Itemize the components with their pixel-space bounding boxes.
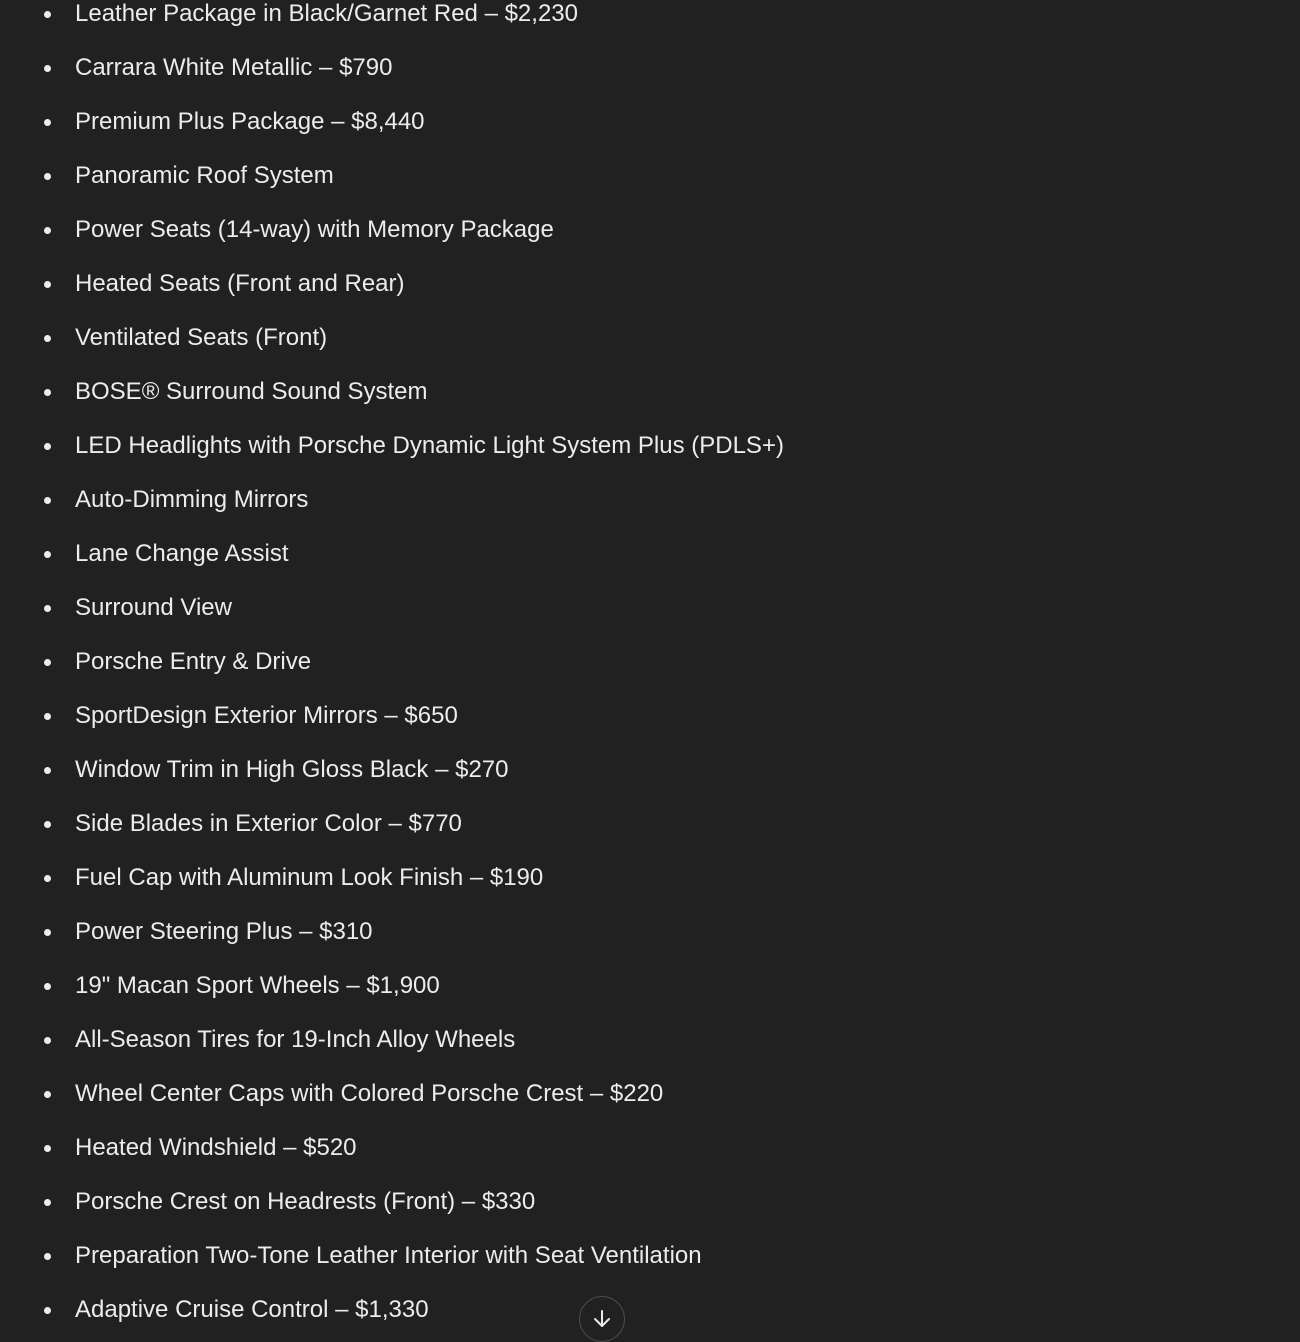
bullet xyxy=(44,821,51,828)
list-item xyxy=(0,473,1300,527)
list-item-text: Wheel Center Caps with Colored Porsche Crest – $220 xyxy=(75,1080,664,1107)
list-item-text: Surround View xyxy=(75,594,232,621)
list-item-text: Porsche Entry & Drive xyxy=(75,648,312,675)
list-item xyxy=(0,527,1300,581)
list-item-text: Ventilated Seats (Front) xyxy=(75,324,328,351)
list-item xyxy=(0,365,1300,419)
list-item xyxy=(0,1067,1300,1121)
bullet xyxy=(44,173,51,180)
scroll-to-bottom-button[interactable] xyxy=(579,1296,625,1342)
list-item-text: Carrara White Metallic – $790 xyxy=(75,54,393,81)
list-item xyxy=(0,0,1300,41)
bullet xyxy=(44,551,51,558)
list-item xyxy=(0,1283,1300,1337)
bullet xyxy=(44,119,51,126)
bullet xyxy=(44,389,51,396)
list-item xyxy=(0,1013,1300,1067)
list-item-text: Preparation Two-Tone Leather Interior with Seat Ventilation xyxy=(75,1242,702,1269)
list-item-text: BOSE® Surround Sound System xyxy=(75,378,428,405)
bullet xyxy=(44,335,51,342)
list-item xyxy=(0,41,1300,95)
list-item-text: Auto-Dimming Mirrors xyxy=(75,486,309,513)
list-item-text: Heated Seats (Front and Rear) xyxy=(75,270,405,297)
list-item xyxy=(0,311,1300,365)
list-item xyxy=(0,149,1300,203)
list-item xyxy=(0,419,1300,473)
bullet xyxy=(44,929,51,936)
list-item-text: Window Trim in High Gloss Black – $270 xyxy=(75,756,509,783)
list-item-text: Leather Package in Black/Garnet Red – $2,230 xyxy=(75,0,578,27)
bullet xyxy=(44,11,51,18)
list-item-text: 19" Macan Sport Wheels – $1,900 xyxy=(75,972,440,999)
bullet xyxy=(44,1145,51,1152)
bullet xyxy=(44,281,51,288)
bullet xyxy=(44,1253,51,1260)
list-item-text: All-Season Tires for 19-Inch Alloy Wheels xyxy=(75,1026,516,1053)
list-item-text: Side Blades in Exterior Color – $770 xyxy=(75,810,462,837)
list-item xyxy=(0,203,1300,257)
list-item xyxy=(0,743,1300,797)
list-item-text: Adaptive Cruise Control – $1,330 xyxy=(75,1296,429,1323)
bullet xyxy=(44,659,51,666)
list-item-text: SportDesign Exterior Mirrors – $650 xyxy=(75,702,458,729)
bullet xyxy=(44,1091,51,1098)
list-item xyxy=(0,95,1300,149)
list-item xyxy=(0,635,1300,689)
bullet xyxy=(44,1199,51,1206)
list-item xyxy=(0,257,1300,311)
list-item-text: LED Headlights with Porsche Dynamic Light System Plus (PDLS+) xyxy=(75,432,784,459)
bullet xyxy=(44,875,51,882)
list-item xyxy=(0,851,1300,905)
list-item-text: Premium Plus Package – $8,440 xyxy=(75,108,425,135)
list-item xyxy=(0,959,1300,1013)
bullet xyxy=(44,767,51,774)
list-item-text: Power Seats (14-way) with Memory Package xyxy=(75,216,554,243)
bullet xyxy=(44,227,51,234)
list-item-text: Porsche Crest on Headrests (Front) – $330 xyxy=(75,1188,536,1215)
list-item xyxy=(0,905,1300,959)
list-item xyxy=(0,1175,1300,1229)
bullet xyxy=(44,713,51,720)
list-item xyxy=(0,1121,1300,1175)
arrow-down-icon xyxy=(591,1308,613,1330)
list-item xyxy=(0,1229,1300,1283)
bullet xyxy=(44,497,51,504)
bullet xyxy=(44,605,51,612)
list-item xyxy=(0,581,1300,635)
bullet xyxy=(44,65,51,72)
list-item xyxy=(0,689,1300,743)
list-item-text: Fuel Cap with Aluminum Look Finish – $190 xyxy=(75,864,544,891)
list-item xyxy=(0,797,1300,851)
bullet xyxy=(44,1037,51,1044)
bullet xyxy=(44,983,51,990)
list-item-text: Power Steering Plus – $310 xyxy=(75,918,373,945)
list-item-text: Heated Windshield – $520 xyxy=(75,1134,357,1161)
list-item-text: Lane Change Assist xyxy=(75,540,289,567)
bullet xyxy=(44,1307,51,1314)
bullet xyxy=(44,443,51,450)
list-item-text: Panoramic Roof System xyxy=(75,162,334,189)
